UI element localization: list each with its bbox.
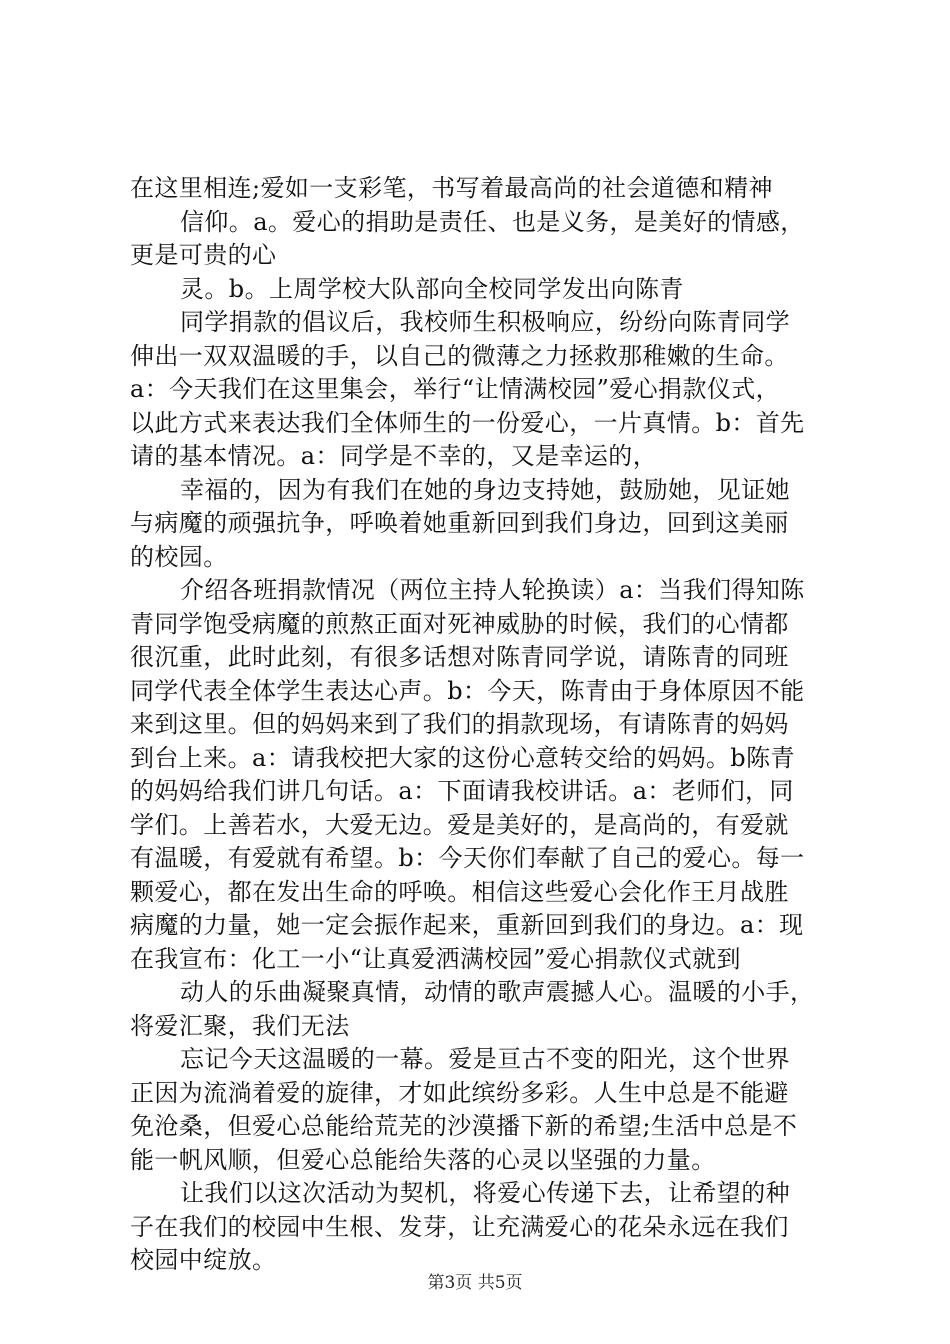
text-line: 免沧桑，但爱心总能给荒芜的沙漠播下新的希望;生活中总是不 xyxy=(130,1112,798,1140)
text-line: 同学代表全体学生表达心声。b：今天，陈青由于身体原因不能 xyxy=(130,676,805,705)
text-line: 校园中绽放。 xyxy=(130,1246,277,1274)
text-line: 学们。上善若水，大爱无边。爱是美好的，是高尚的，有爱就 xyxy=(130,810,789,839)
text-line: 与病魔的顽强抗争，呼唤着她重新回到我们身边，回到这美丽 xyxy=(130,509,789,537)
text-line: 在我宣布：化工一小“让真爱洒满校园”爱心捐款仪式就到 xyxy=(130,944,741,973)
text-line: 子在我们的校园中生根、发芽，让充满爱心的花朵永远在我们 xyxy=(130,1212,789,1241)
text-line: 同学捐款的倡议后，我校师生积极响应，纷纷向陈青同学 xyxy=(180,308,790,336)
text-line: 动人的乐曲凝聚真情，动情的歌声震撼人心。温暖的小手， xyxy=(180,978,815,1006)
text-line: 伸出一双双温暖的手，以自己的微薄之力拯救那稚嫩的生命。 xyxy=(130,341,789,370)
text-line: 能一帆风顺，但爱心总能给失落的心灵以坚强的力量。 xyxy=(130,1145,716,1174)
text-line: 忘记今天这温暖的一幕。爱是亘古不变的阳光，这个世界 xyxy=(180,1045,790,1073)
text-line: 青同学饱受病魔的煎熬正面对死神威胁的时候，我们的心情都 xyxy=(130,609,789,638)
text-line: 颗爱心，都在发出生命的呼唤。相信这些爱心会化作王月战胜 xyxy=(130,877,789,906)
text-line: 以此方式来表达我们全体师生的一份爱心，一片真情。b：首先 xyxy=(130,408,805,437)
text-line: 幸福的，因为有我们在她的身边支持她，鼓励她，见证她 xyxy=(180,475,790,504)
text-line: 来到这里。但的妈妈来到了我们的捐款现场，有请陈青的妈妈 xyxy=(130,710,789,738)
document-body xyxy=(130,172,840,1278)
text-line: 让我们以这次活动为契机，将爱心传递下去，让希望的种 xyxy=(180,1179,790,1207)
page-footer: 第3页 共5页 xyxy=(427,1273,523,1293)
text-line: 有温暖，有爱就有希望。b：今天你们奉献了自己的爱心。每一 xyxy=(130,844,805,872)
text-line: 灵。b。上周学校大队部向全校同学发出向陈青 xyxy=(180,274,684,303)
text-line: 介绍各班捐款情况（两位主持人轮换读）a：当我们得知陈 xyxy=(180,576,805,604)
text-line: 的妈妈给我们讲几句话。a：下面请我校讲话。a：老师们，同 xyxy=(130,777,794,805)
text-line: 病魔的力量，她一定会振作起来，重新回到我们的身边。a：现 xyxy=(130,911,804,939)
text-line: a：今天我们在这里集会，举行“让情满校园”爱心捐款仪式， xyxy=(130,375,781,403)
text-line: 请的基本情况。a：同学是不幸的，又是幸运的， xyxy=(130,442,658,470)
text-line: 将爱汇聚，我们无法 xyxy=(130,1011,350,1040)
text-line: 正因为流淌着爱的旋律，才如此缤纷多彩。人生中总是不能避 xyxy=(130,1078,789,1107)
text-line: 到台上来。a：请我校把大家的这份心意转交给的妈妈。b陈青 xyxy=(130,743,795,772)
text-line: 的校园。 xyxy=(130,542,228,571)
text-line: 信仰。a。爱心的捐助是责任、也是义务，是美好的情感， xyxy=(180,207,805,236)
text-line: 很沉重，此时此刻，有很多话想对陈青同学说，请陈青的同班 xyxy=(130,643,789,671)
text-line: 更是可贵的心 xyxy=(130,241,277,269)
text-line: 在这里相连;爱如一支彩笔，书写着最高尚的社会道德和精神 xyxy=(130,174,773,202)
